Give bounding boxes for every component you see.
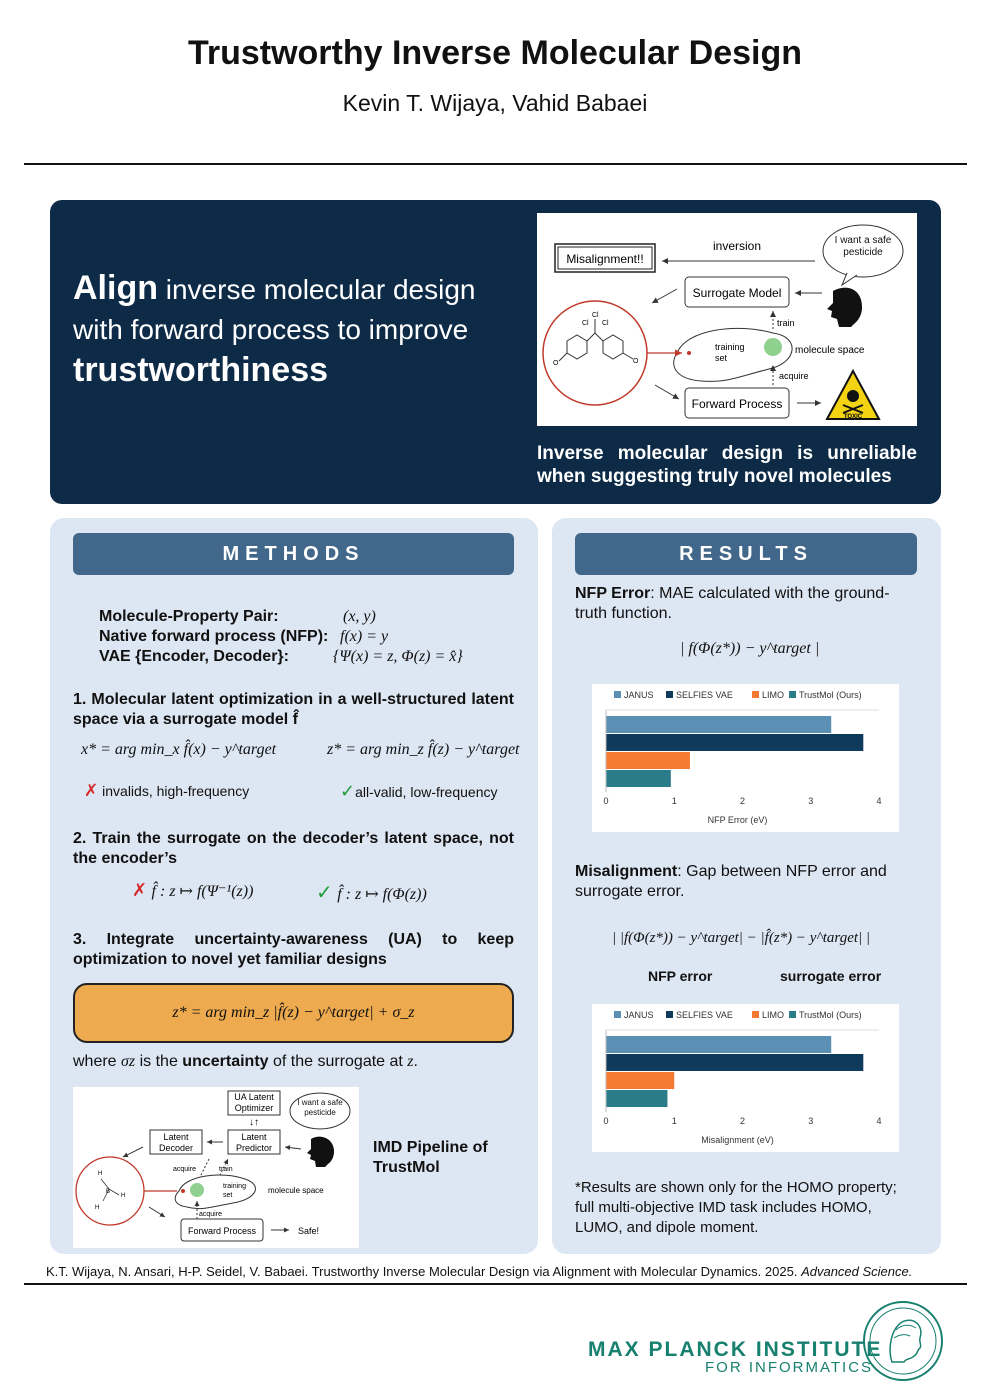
- footer-divider: [24, 1283, 967, 1285]
- x-tick-label: 0: [603, 1116, 609, 1126]
- legend-swatch: [752, 691, 759, 698]
- legend-label: LIMO: [762, 690, 785, 700]
- pipeline-svg: [73, 1087, 359, 1248]
- nfp-error-chart: [592, 684, 899, 832]
- definition-math: (x, y): [343, 608, 376, 625]
- misalignment-chart-svg: [592, 1004, 899, 1152]
- good-eq-2: [316, 880, 427, 905]
- legend-label: JANUS: [624, 1010, 654, 1020]
- methods-heading: METHODS: [73, 533, 514, 575]
- where-end: .: [413, 1053, 418, 1070]
- x-tick-label: 2: [739, 1116, 746, 1126]
- misalignment-label: Misalignment!!: [566, 252, 644, 266]
- forward-process-label: Forward Process: [691, 397, 783, 411]
- good-eq-2-text: f̂ : z ↦ f(Φ(z)): [337, 886, 427, 903]
- latent-predictor-label-1: Latent: [241, 1132, 267, 1142]
- ua-objective-box: [73, 983, 514, 1043]
- latent-decoder-label-1: Latent: [163, 1132, 189, 1142]
- x-tick-label: 3: [808, 1116, 814, 1126]
- check-icon: ✓: [316, 882, 333, 904]
- x-tick-label: 4: [876, 796, 882, 806]
- legend-swatch: [666, 1011, 673, 1018]
- bar-limo: [606, 1072, 674, 1089]
- train-label: train: [777, 318, 795, 328]
- x-axis-label: NFP Error (eV): [707, 815, 768, 825]
- x-tick-label: 1: [671, 796, 677, 806]
- nfp-text: : MAE calculated with the ground-truth function.: [575, 585, 890, 622]
- banner-statement: [73, 268, 503, 392]
- bad-note-1: [84, 781, 249, 801]
- legend-swatch: [666, 691, 673, 698]
- bar-limo: [606, 752, 690, 769]
- pipeline-acquire-top: acquire: [173, 1166, 196, 1173]
- legend-label: LIMO: [762, 1010, 785, 1020]
- bad-eq-2-text: f̂ : z ↦ f(Ψ⁻¹(z)): [151, 883, 254, 900]
- training-set-label-1: training: [715, 342, 745, 352]
- pipeline-acquire-bottom: acquire: [199, 1211, 222, 1218]
- pipeline-caption: IMD Pipeline of TrustMol: [373, 1139, 488, 1176]
- svg-text:↓↑: ↓↑: [249, 1117, 259, 1128]
- where-post: of the surrogate at: [268, 1053, 408, 1070]
- training-set-dot: [764, 338, 782, 356]
- surrogate-error-label: surrogate error: [780, 968, 882, 984]
- definition-row: [99, 628, 519, 648]
- speech-text: I want a safe pesticide: [834, 235, 892, 258]
- misalignment-chart: [592, 1004, 899, 1152]
- definition-math: {Ψ(x) = z, Φ(z) = x̂}: [333, 648, 463, 665]
- pipeline-train: train: [219, 1166, 233, 1173]
- ua-equation: z* = arg min_z |f̂(z) − y^target| + σ_z: [172, 1004, 415, 1021]
- poster-authors: Kevin T. Wijaya, Vahid Babaei: [342, 90, 648, 116]
- step-3-heading: 3. Integrate uncertainty-awareness (UA) to keep optimization to novel yet familiar designs: [73, 931, 514, 968]
- x-tick-label: 1: [671, 1116, 677, 1126]
- surrogate-model-label: Surrogate Model: [692, 286, 782, 300]
- eq-x-star: x* = arg min_x f̂(x) − y^target: [81, 741, 277, 758]
- results-heading: RESULTS: [575, 533, 917, 575]
- definition-math: f(x) = y: [340, 628, 389, 645]
- legend-swatch: [752, 1011, 759, 1018]
- legend-swatch: [789, 1011, 796, 1018]
- eq-z-star: z* = arg min_z f̂(z) − y^target: [327, 741, 520, 758]
- minerva-logo-icon: [862, 1300, 944, 1382]
- bad-eq-2: [132, 880, 253, 901]
- where-pre: where: [73, 1053, 122, 1070]
- svg-text:H: H: [95, 1205, 100, 1211]
- where-z: z: [407, 1053, 414, 1070]
- diagram-svg: [537, 213, 917, 426]
- pipeline-forward-label: Forward Process: [187, 1226, 257, 1236]
- svg-text:set: set: [223, 1192, 233, 1199]
- legend-swatch: [614, 1011, 621, 1018]
- nfp-definition: [575, 584, 917, 624]
- pipeline-safe-label: Safe!: [298, 1226, 320, 1236]
- bar-trustmol-ours: [606, 770, 671, 787]
- poster-title: Trustworthy Inverse Molecular Design: [187, 34, 803, 72]
- bad-note-1-text: invalids, high-frequency: [102, 783, 250, 799]
- svg-text:training: training: [223, 1183, 246, 1190]
- misalignment-term: Misalignment: [575, 863, 678, 880]
- ua-optimizer-label-1: UA Latent: [234, 1092, 274, 1102]
- bar-trustmol-ours: [606, 1090, 667, 1107]
- citation: [46, 1264, 912, 1279]
- chlorine-label-3: Cl: [602, 320, 609, 327]
- x-axis-label: Misalignment (eV): [701, 1135, 774, 1145]
- good-note-1: [340, 781, 498, 802]
- ua-optimizer-label-2: Optimizer: [234, 1103, 274, 1113]
- institute-name: MAX PLANCK INSTITUTE: [588, 1338, 883, 1361]
- latent-decoder-label-2: Decoder: [158, 1143, 194, 1153]
- chlorine-label-1: Cl: [582, 320, 589, 327]
- bar-janus: [606, 716, 831, 733]
- misalignment-equation: | |f(Φ(z*)) − y^target| − |f̂(z*) − y^target| |: [612, 930, 871, 946]
- pipeline-head-icon: [307, 1137, 334, 1167]
- citation-text: K.T. Wijaya, N. Ansari, H-P. Seidel, V. Babaei. Trustworthy Inverse Molecular Design via Alignment with Molecular Dynamics. 2025.: [46, 1264, 802, 1279]
- bar-janus: [606, 1036, 831, 1053]
- svg-text:H: H: [98, 1171, 103, 1177]
- acquire-label: acquire: [779, 371, 809, 381]
- check-icon: ✓: [340, 781, 356, 801]
- legend-label: SELFIES VAE: [676, 1010, 733, 1020]
- x-tick-label: 0: [603, 796, 609, 806]
- definition-label: VAE {Encoder, Decoder}:: [99, 648, 289, 665]
- toxic-label: TOXIC: [843, 414, 863, 420]
- svg-text:O: O: [633, 358, 639, 365]
- pipeline-molecule-space-label: molecule space: [268, 1186, 324, 1195]
- misalignment-text: : Gap between NFP error and surrogate error.: [575, 863, 887, 900]
- legend-label: TrustMol (Ours): [799, 1010, 862, 1020]
- legend-label: JANUS: [624, 690, 654, 700]
- nfp-error-chart-svg: [592, 684, 899, 832]
- inverse-design-diagram: [537, 213, 917, 426]
- where-mid: is the: [135, 1053, 183, 1070]
- pipeline-diagram: [73, 1087, 359, 1248]
- bar-selfies-vae: [606, 1054, 863, 1071]
- results-footnote: *Results are shown only for the HOMO property; full multi-objective IMD task includes HOMO, LUMO, and dipole moment.: [575, 1179, 897, 1236]
- x-tick-label: 3: [808, 796, 814, 806]
- banner-caption: Inverse molecular design is unreliable when suggesting truly novel molecules: [537, 443, 917, 487]
- where-sigma: σz: [121, 1053, 136, 1070]
- good-note-1-text: all-valid, low-frequency: [355, 784, 498, 800]
- where-sentence: [73, 1053, 418, 1071]
- legend-swatch: [614, 691, 621, 698]
- legend-swatch: [789, 691, 796, 698]
- nfp-error-label: NFP error: [648, 968, 713, 984]
- header-divider: [24, 163, 967, 165]
- definition-row: [99, 648, 519, 668]
- definition-label: Molecule-Property Pair:: [99, 608, 279, 625]
- molecule-structure-icon: [559, 319, 633, 361]
- pipeline-training-dot: [190, 1183, 204, 1197]
- banner-middle-text: inverse molecular design with forward process to improve: [73, 274, 476, 345]
- svg-text:O: O: [553, 360, 559, 367]
- definition-label: Native forward process (NFP):: [99, 628, 329, 645]
- latent-predictor-label-2: Predictor: [235, 1143, 273, 1153]
- training-set-label-2: set: [715, 353, 728, 363]
- molecule-space-label: molecule space: [795, 345, 865, 356]
- nfp-equation: | f(Φ(z*)) − y^target |: [680, 640, 820, 657]
- nfp-term: NFP Error: [575, 585, 651, 602]
- banner-word-trustworthiness: trustworthiness: [73, 351, 329, 389]
- x-tick-label: 4: [876, 1116, 882, 1126]
- misalignment-definition: [575, 862, 917, 902]
- citation-journal: Advanced Science.: [801, 1264, 913, 1279]
- cross-icon: ✗: [132, 880, 148, 900]
- inversion-label: inversion: [712, 239, 762, 253]
- pipeline-speech-text: I want a safe pesticide: [297, 1098, 343, 1117]
- definitions-block: [99, 608, 519, 668]
- step-1-heading: 1. Molecular latent optimization in a well-structured latent space via a surrogate model f̂: [73, 691, 514, 728]
- definition-row: [99, 608, 519, 628]
- legend-label: TrustMol (Ours): [799, 690, 862, 700]
- cross-icon: ✗: [84, 781, 99, 800]
- chlorine-label-2: Cl: [592, 312, 599, 319]
- bar-selfies-vae: [606, 734, 863, 751]
- institute-subtitle: FOR INFORMATICS: [705, 1359, 874, 1376]
- where-bold: uncertainty: [182, 1053, 269, 1070]
- x-tick-label: 2: [739, 796, 746, 806]
- pipeline-molecule-space: [175, 1175, 255, 1209]
- svg-text:H: H: [121, 1193, 126, 1199]
- person-head-icon: [827, 288, 862, 327]
- svg-text:B: B: [106, 1189, 111, 1195]
- legend-label: SELFIES VAE: [676, 690, 733, 700]
- banner-word-align: Align: [73, 269, 158, 307]
- step-2-heading: 2. Train the surrogate on the decoder’s latent space, not the encoder’s: [73, 830, 514, 867]
